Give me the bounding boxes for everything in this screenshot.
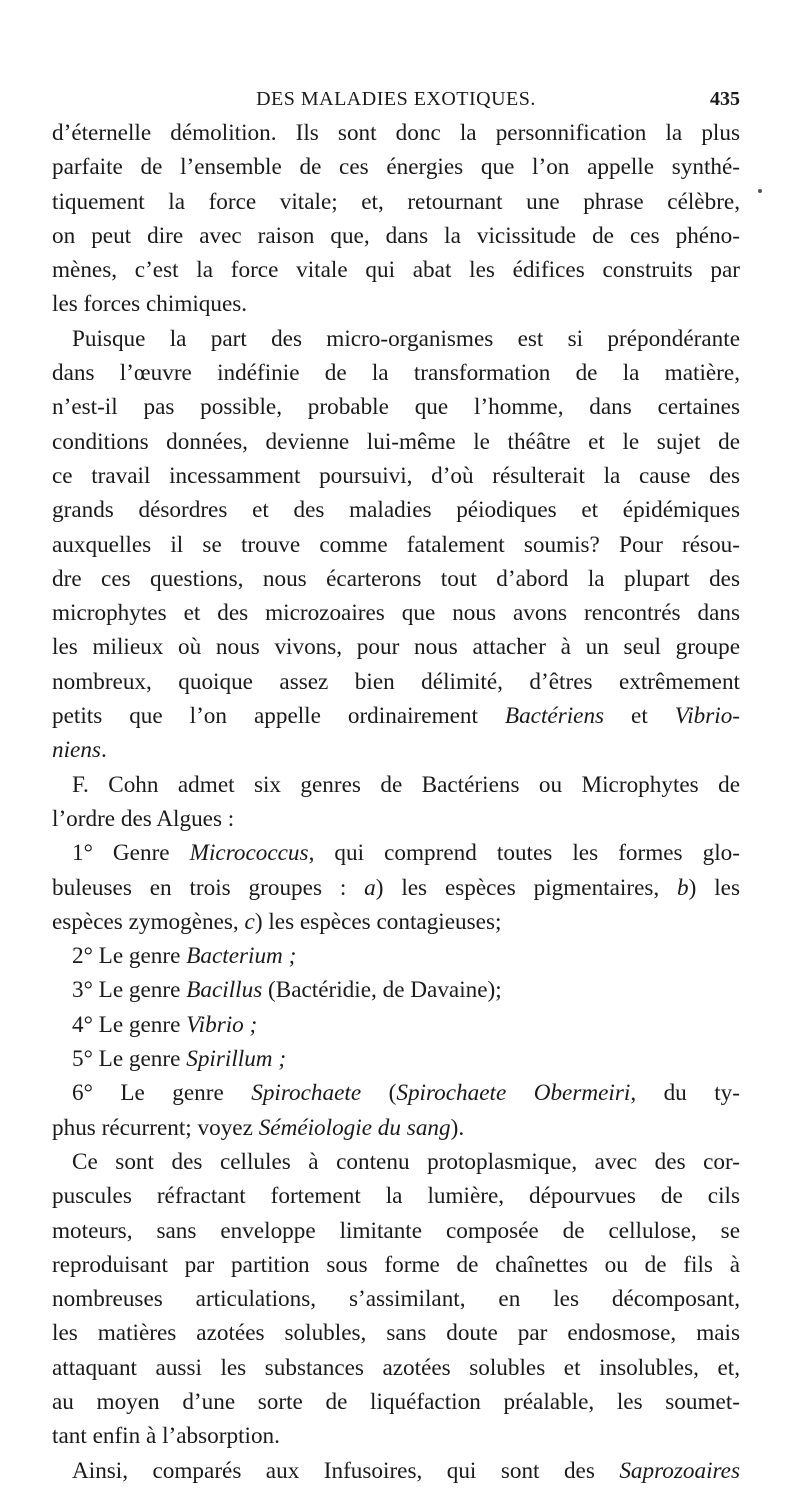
italic-text-segment: Bactériens [504,703,605,730]
text-segment: moteurs, sans enveloppe limitante composée de cellulose, se [52,1217,740,1244]
text-line [52,150,740,184]
text-segment: l’ordre des Algues : [52,805,235,832]
text-line [52,562,740,596]
italic-text-segment: Séméiologie du sang [258,1114,451,1141]
text-segment: . [100,737,107,764]
page-header [52,84,740,116]
text-line [52,425,740,459]
italic-text-segment: a [364,874,376,901]
text-line [52,1282,740,1316]
text-line [52,322,740,356]
text-line [52,1042,740,1076]
text-segment: Puisque la part des micro-organismes est si prépondérante [72,325,740,352]
italic-text-segment: Spirochaete [251,1080,362,1107]
text-line [52,1179,740,1213]
text-line [52,356,740,390]
text-segment: tiquement la force vitale; et, retournant une phrase célèbre, [52,188,740,215]
text-segment: d’éternelle démolition. Ils sont donc la personnification la plus [52,120,740,146]
text-segment: Ce sont des cellules à contenu protoplasmique, avec des cor- [72,1148,740,1175]
text-line [52,1076,740,1110]
italic-text-segment: niens [52,737,101,764]
text-segment: dre ces questions, nous écarterons tout d’abord la plupart des [52,565,740,592]
text-segment: les forces chimiques. [52,291,248,318]
italic-text-segment: Bacillus [186,977,263,1004]
text-line [52,768,740,802]
text-segment: nombreux, quoique assez bien délimité, d’êtres extrêmement [52,668,740,695]
text-segment: 4° Le genre [72,1011,187,1038]
text-segment: n’est-il pas possible, probable que l’homme, dans certaines [52,394,740,421]
italic-text-segment: Micrococcus [189,840,309,867]
text-line [52,836,740,870]
text-line [52,116,740,150]
text-segment: les milieux où nous vivons, pour nous attacher à un seul groupe [52,634,740,661]
text-line [52,528,740,562]
italic-text-segment: Bacterium ; [186,943,297,970]
page-number: 435 [710,88,740,110]
text-line [52,1111,740,1145]
text-segment: , qui comprend toutes les formes glo- [308,840,740,867]
text-segment: on peut dire avec raison que, dans la vicissitude de ces phéno- [52,222,740,249]
text-segment: attaquant aussi les substances azotées solubles et insolubles, et, [52,1354,740,1381]
running-title: DES MALADIES EXOTIQUES. [256,88,536,110]
text-line [52,1454,740,1488]
text-line [52,287,740,321]
italic-text-segment: Vibrio ; [186,1011,258,1038]
text-segment: et [604,703,675,730]
italic-text-segment: Spirillum ; [186,1046,287,1073]
text-line [52,630,740,664]
italic-text-segment: Saprozoaires [619,1457,740,1484]
text-segment: puscules réfractant fortement la lumière, dépourvues de cils [52,1183,740,1210]
text-segment: ) les espèces pigmentaires, [375,874,678,901]
text-line [52,939,740,973]
text-segment: ). [450,1114,465,1141]
text-segment: F. Cohn admet six genres de Bactériens ou Microphytes de [72,771,740,798]
text-segment: 2° Le genre [72,943,187,970]
italic-text-segment: b [677,874,689,901]
text-line [52,1248,740,1282]
text-line [52,1145,740,1179]
text-line [52,905,740,939]
text-segment: reproduisant par partition sous forme de chaînettes ou de fils à [52,1251,740,1278]
text-line [52,973,740,1007]
text-segment: Ainsi, comparés aux Infusoires, qui sont des [72,1457,620,1484]
italic-text-segment: Spirochaete Obermeiri [396,1080,631,1107]
text-segment: microphytes et des microzoaires que nous avons rencontrés dans [52,600,740,627]
text-segment: grands désordres et des maladies péiodiques et épidémiques [52,497,740,524]
text-segment: , du ty- [630,1080,740,1107]
text-segment: mènes, c’est la force vitale qui abat les édifices construits par [52,257,740,284]
text-line [52,1316,740,1350]
text-segment: tant enfin à l’absorption. [52,1423,280,1450]
text-line [52,699,740,733]
text-segment: ( [361,1080,397,1107]
text-segment: petits que l’on appelle ordinairement [52,703,505,730]
italic-text-segment: Vibrio- [674,703,741,730]
text-segment: dans l’œuvre indéfinie de la transformation de la matière, [52,360,740,387]
text-line [52,493,740,527]
text-line [52,1351,740,1385]
text-segment: buleuses en trois groupes : [52,874,365,901]
text-segment: (Bactéridie, de Davaine); [262,977,502,1004]
text-segment: ) les [688,874,740,901]
text-segment: ce travail incessamment poursuivi, d’où résulterait la cause des [52,462,740,489]
text-segment: auxquelles il se trouve comme fatalement soumis? Pour résou- [52,531,740,558]
margin-speck [758,189,762,193]
italic-text-segment: c [244,908,255,935]
text-segment: au moyen d’une sorte de liquéfaction préalable, les soumet- [52,1388,740,1415]
text-segment: 3° Le genre [72,977,187,1004]
text-segment: conditions données, devienne lui-même le théâtre et le sujet de [52,428,740,455]
text-segment: nombreuses articulations, s’assimilant, en les décomposant, [52,1286,740,1313]
body-text [52,116,740,1488]
text-line [52,802,740,836]
text-line [52,1419,740,1453]
text-line [52,219,740,253]
text-line [52,733,740,767]
text-line [52,1385,740,1419]
text-segment: espèces zymogènes, [52,908,245,935]
text-line [52,596,740,630]
text-line [52,1008,740,1042]
text-segment: 6° Le genre [72,1080,252,1107]
text-line [52,459,740,493]
text-segment: 1° Genre [72,840,190,867]
text-segment: 5° Le genre [72,1046,187,1073]
text-segment: ) les espèces contagieuses; [254,908,502,935]
text-line [52,1214,740,1248]
text-line [52,185,740,219]
text-line [52,665,740,699]
text-segment: parfaite de l’ensemble de ces énergies que l’on appelle synthé- [52,154,740,181]
text-segment: phus récurrent; voyez [52,1114,259,1141]
text-line [52,871,740,905]
text-segment: les matières azotées solubles, sans doute par endosmose, mais [52,1320,740,1347]
text-line [52,253,740,287]
text-line [52,390,740,424]
